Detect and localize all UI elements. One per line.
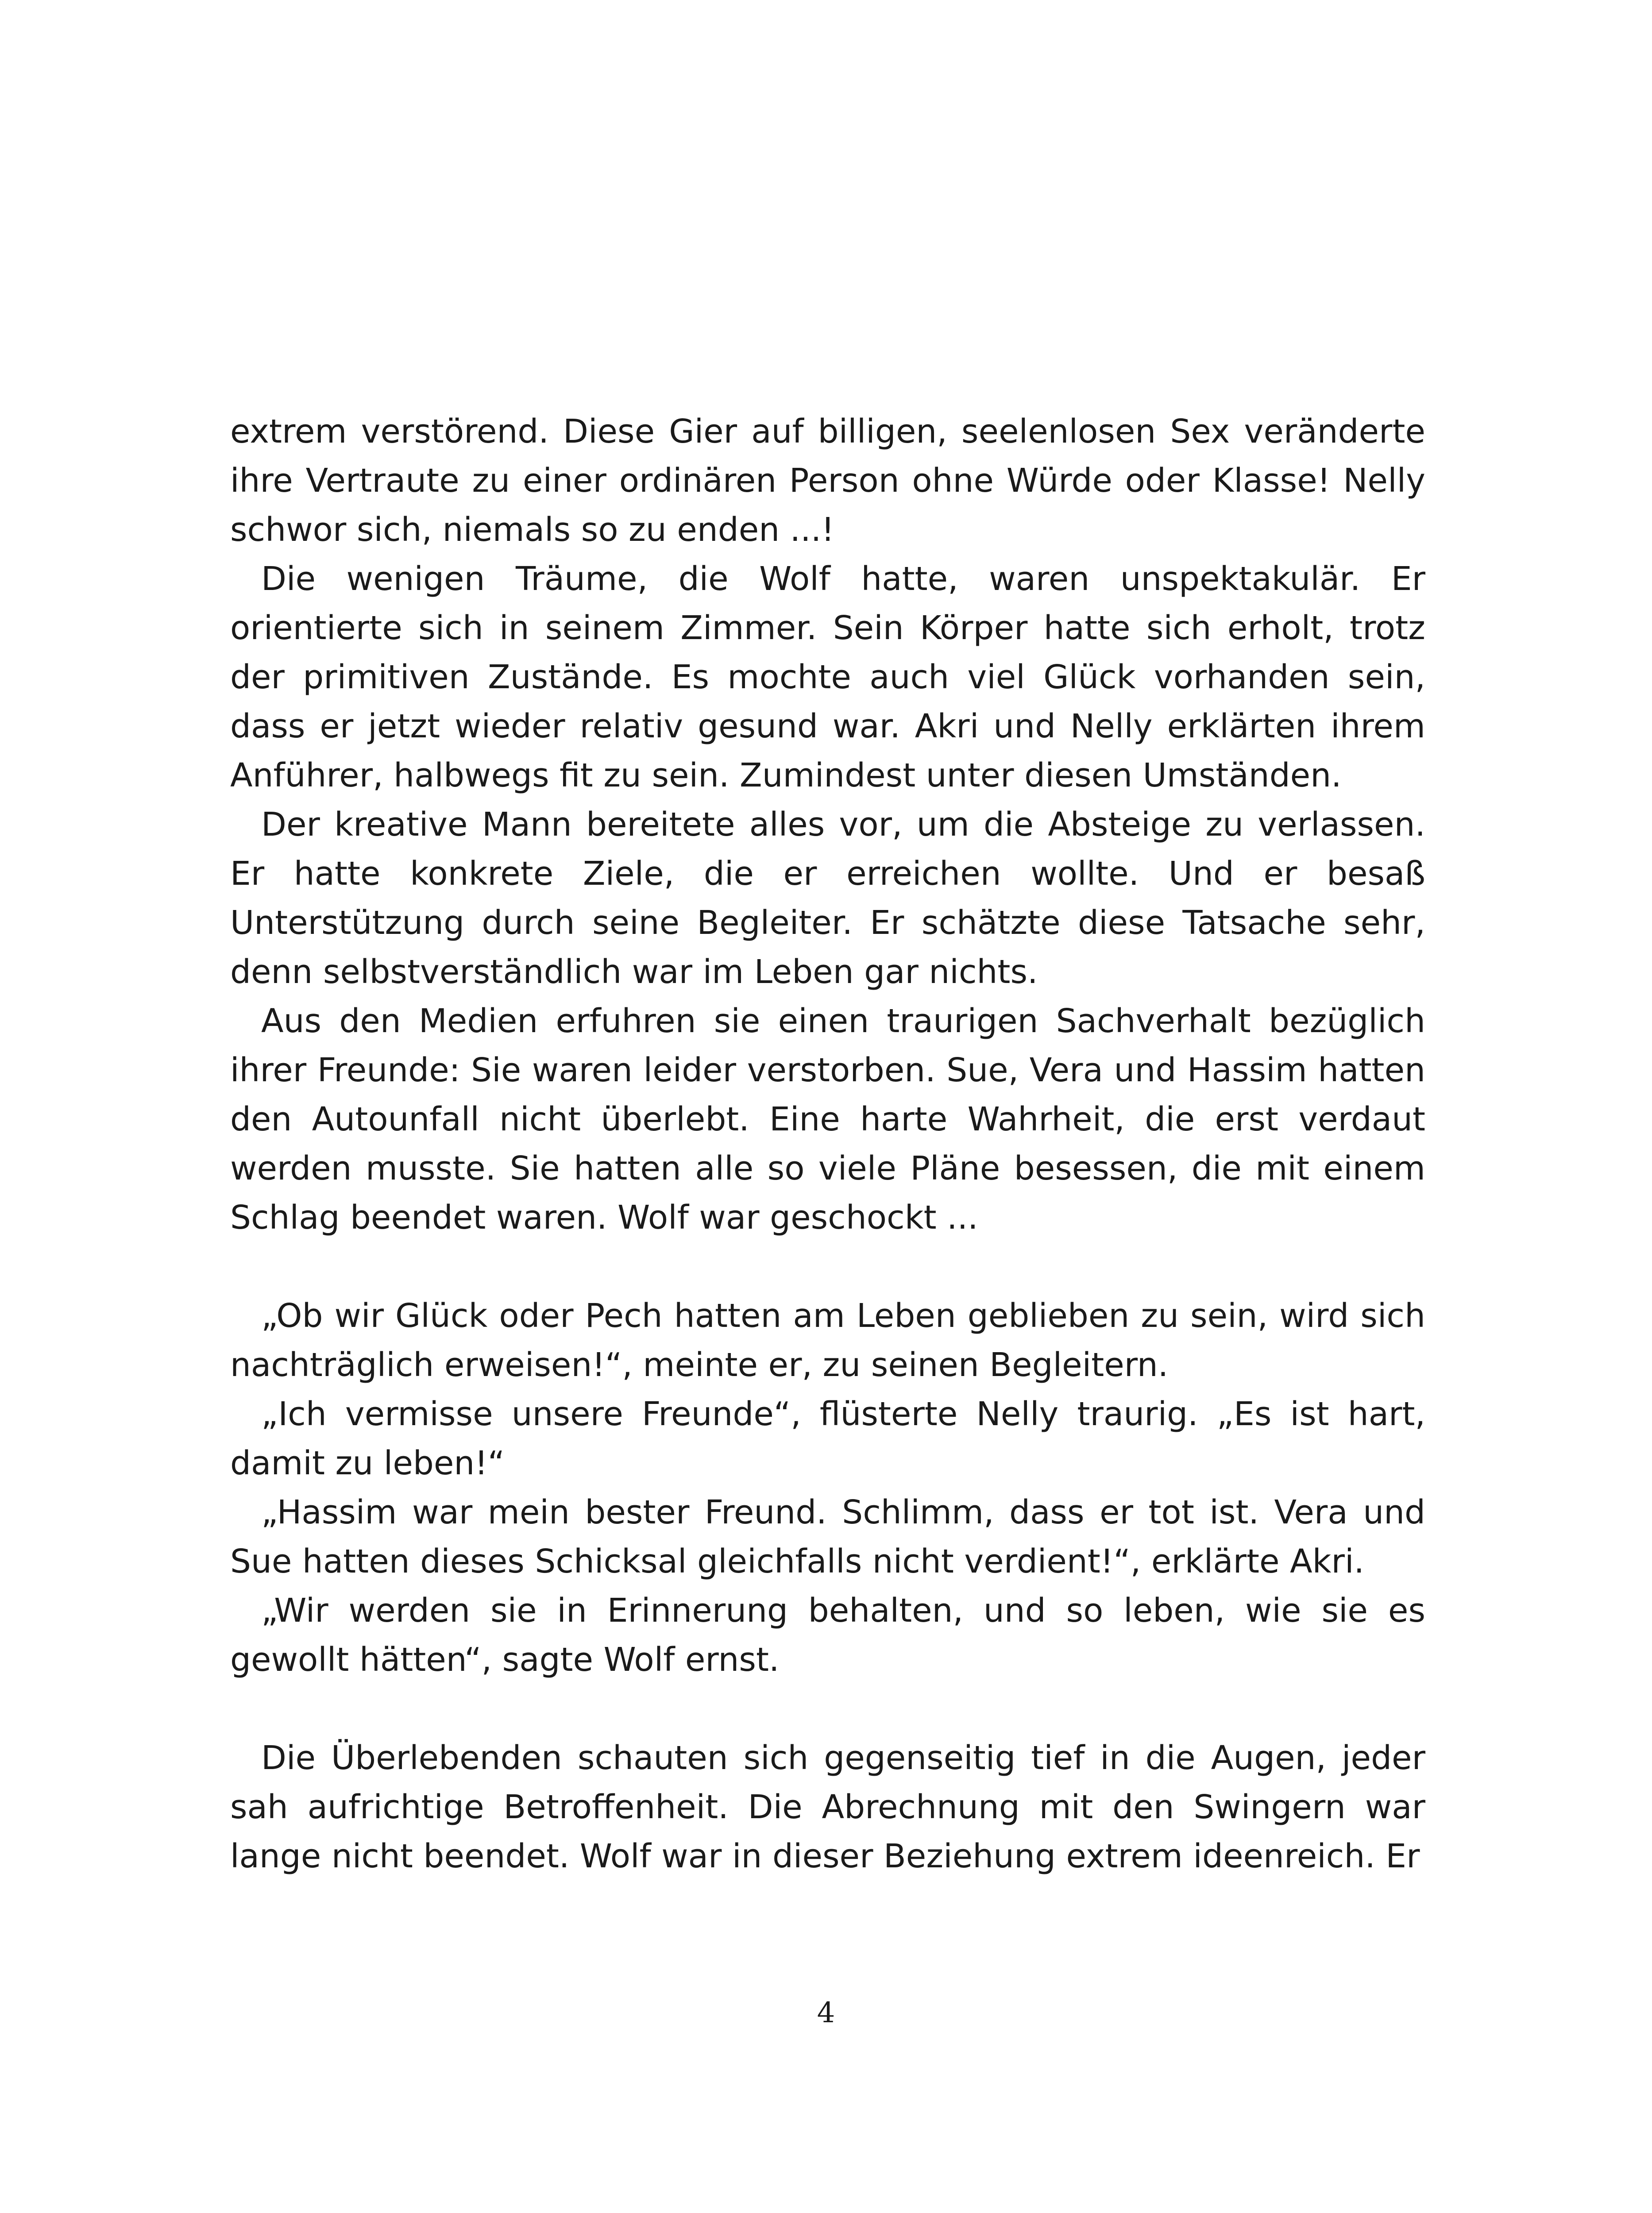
paragraph-continuation: extrem verstörend. Diese Gier auf billigen, seelenlosen Sex veränderte ihre Vertraute zu einer ordinären Person ohne Würde oder Klasse! Nelly schwor sich, niemals so zu enden ...! (230, 413, 1425, 549)
paragraph-news: Aus den Medien erfuhren sie einen traurigen Sachverhalt bezüglich ihrer Freunde: Sie waren leider verstorben. Sue, Vera und Hassim hatten den Autounfall nicht überlebt. Eine harte Wahrheit, die erst verdaut werden musste. Sie hatten alle so viele Pläne besessen, die mit einem Schlag beendet waren. Wolf war geschockt ... (230, 1002, 1425, 1237)
dialogue-line: „Wir werden sie in Erinnerung behalten, und so leben, wie sie es gewollt hätten“, sagte Wolf ernst. (230, 1592, 1425, 1679)
dialogue-line: „Ich vermisse unsere Freunde“, flüsterte Nelly traurig. „Es ist hart, damit zu leben!“ (230, 1395, 1425, 1482)
paragraph-preparation: Der kreative Mann bereitete alles vor, um die Absteige zu verlassen. Er hatte konkrete Ziele, die er erreichen wollte. Und er besaß Unterstützung durch seine Begleiter. Er schätzte diese Tatsache sehr, denn selbstverständlich war im Leben gar nichts. (230, 806, 1425, 991)
dialogue-line: „Ob wir Glück oder Pech hatten am Leben geblieben zu sein, wird sich nachträglich erweisen!“, meinte er, zu seinen Begleitern. (230, 1297, 1425, 1384)
paragraph-survivors: Die Überlebenden schauten sich gegenseitig tief in die Augen, jeder sah aufrichtige Betroffenheit. Die Abrechnung mit den Swingern war lange nicht beendet. Wolf war in dieser Beziehung extrem ideenreich. Er (230, 1739, 1425, 1875)
body-text (230, 407, 1425, 1881)
section-gap (230, 1242, 1425, 1292)
dialogue-line: „Hassim war mein bester Freund. Schlimm, dass er tot ist. Vera und Sue hatten dieses Schicksal gleichfalls nicht verdient!“, erklärte Akri. (230, 1493, 1425, 1581)
section-gap (230, 1685, 1425, 1734)
paragraph-dreams: Die wenigen Träume, die Wolf hatte, waren unspektakulär. Er orientierte sich in seinem Zimmer. Sein Körper hatte sich erholt, trotz der primitiven Zustände. Es mochte auch viel Glück vorhanden sein, dass er jetzt wieder relativ gesund war. Akri und Nelly erklärten ihrem Anführer, halbwegs fit zu sein. Zumindest unter diesen Umständen. (230, 560, 1425, 794)
page-number: 4 (817, 1997, 835, 2029)
